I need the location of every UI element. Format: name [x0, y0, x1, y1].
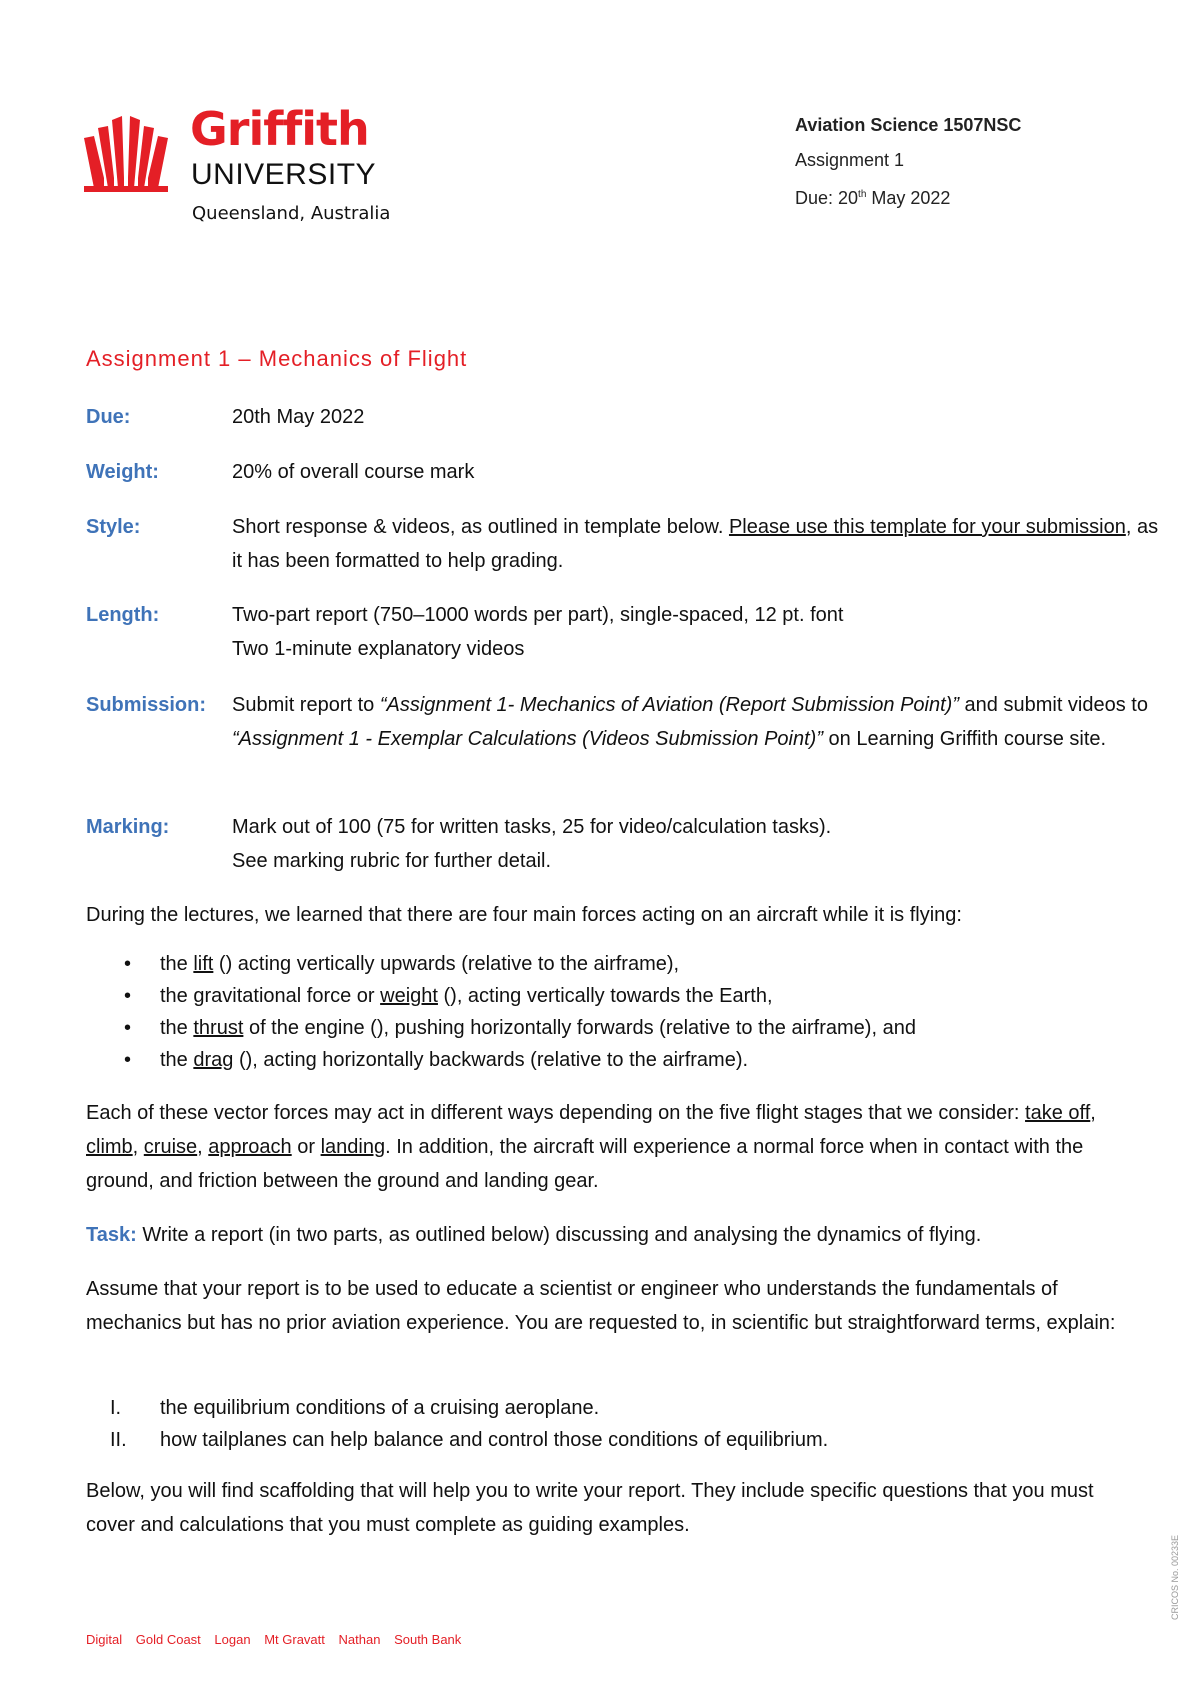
parts-list	[86, 1392, 1116, 1456]
stages-paragraph: Each of these vector forces may act in different ways depending on the five flight stages that we consider: take off, climb, cruise, approach or landing. In addition, the aircraft will experience a normal force when in contact with the ground, and friction between the ground and landing gear.	[86, 1102, 1096, 1192]
list-item: • the thrust of the engine (), pushing horizontally forwards (relative to the airframe), and	[124, 1017, 916, 1039]
campus-name: Digital	[86, 1632, 123, 1647]
logo-subtitle: UNIVERSITY	[191, 158, 377, 191]
assignment-number: Assignment 1	[795, 150, 905, 170]
detail-value: 20% of overall course mark	[232, 461, 475, 483]
document-header	[795, 114, 1021, 219]
campus-name: Gold Coast	[135, 1632, 201, 1647]
page-title: Assignment 1 – Mechanics of Flight	[86, 346, 468, 371]
detail-value: Mark out of 100 (75 for written tasks, 25 for video/calculation tasks). See marking rubric for further detail.	[232, 816, 832, 872]
forces-list	[86, 948, 1116, 1076]
griffith-emblem-icon	[84, 116, 184, 196]
detail-label: Weight:	[86, 461, 159, 483]
header-due-date: Due: 20th May 2022	[795, 188, 951, 208]
detail-label: Submission:	[86, 694, 207, 716]
detail-value: Submit report to “Assignment 1- Mechanics of Aviation (Report Submission Point)” and submit videos to “Assignment 1 - Exemplar Calculations (Videos Submission Point)” on Learning Griffith course site.	[232, 694, 1148, 750]
course-code: Aviation Science 1507NSC	[795, 115, 1022, 135]
list-item: • the drag (), acting horizontally backwards (relative to the airframe).	[124, 1049, 749, 1071]
task-label: Task:	[86, 1224, 137, 1246]
detail-label: Style:	[86, 516, 141, 538]
list-item: I. the equilibrium conditions of a cruising aeroplane.	[110, 1397, 600, 1419]
logo-location: Queensland, Australia	[192, 203, 391, 224]
detail-label: Length:	[86, 604, 160, 626]
list-item: • the lift () acting vertically upwards (relative to the airframe),	[124, 953, 680, 975]
template-instruction: Please use this template for your submission	[728, 516, 1126, 538]
list-item: II. how tailplanes can help balance and control those conditions of equilibrium.	[110, 1429, 829, 1451]
campus-name: Nathan	[338, 1632, 381, 1647]
assume-paragraph: Assume that your report is to be used to educate a scientist or engineer who understands the fundamentals of mechanics but has no prior aviation experience. You are requested to, in scientific but straightforward terms, explain:	[86, 1278, 1116, 1334]
detail-value: Two-part report (750–1000 words per part), single-spaced, 12 pt. font Two 1-minute explanatory videos	[232, 604, 844, 660]
campus-name: Mt Gravatt	[264, 1632, 325, 1647]
task-paragraph: Task: Write a report (in two parts, as outlined below) discussing and analysing the dynamics of flying.	[86, 1224, 982, 1246]
griffith-logo	[84, 102, 414, 236]
detail-label: Marking:	[86, 816, 170, 838]
logo-wordmark: Griffith	[190, 102, 369, 156]
detail-label: Due:	[86, 406, 131, 428]
detail-value: 20th May 2022	[232, 406, 365, 428]
scaffolding-paragraph: Below, you will find scaffolding that will help you to write your report. They include specific questions that you must cover and calculations that you must complete as guiding examples.	[86, 1480, 1094, 1536]
campus-name: Logan	[214, 1632, 251, 1647]
detail-value: Short response & videos, as outlined in template below. Please use this template for your submission, as it has been formatted to help grading.	[232, 516, 1159, 572]
cricos-code: CRICOS No. 00233E	[1170, 1534, 1180, 1620]
intro-paragraph: During the lectures, we learned that there are four main forces acting on an aircraft while it is flying:	[86, 904, 962, 926]
list-item: • the gravitational force or weight (), acting vertically towards the Earth,	[124, 985, 773, 1007]
campus-name: South Bank	[394, 1632, 462, 1647]
campus-footer	[86, 1632, 471, 1647]
